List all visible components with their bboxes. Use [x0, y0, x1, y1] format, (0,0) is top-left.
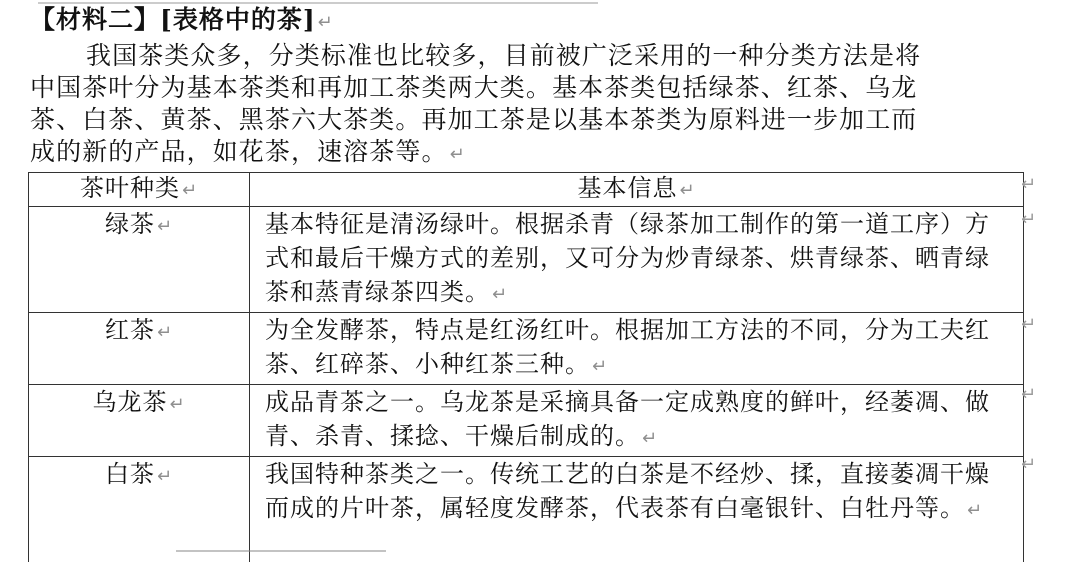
- paragraph-return-icon: ↵: [449, 144, 466, 165]
- cropped-next-text-line: [176, 550, 386, 562]
- paragraph-line: 中国茶叶分为基本茶类和再加工茶类两大类。基本茶类包括绿茶、红茶、乌龙: [30, 73, 918, 102]
- table-row: [29, 207, 1024, 313]
- tea-type-header-text: 茶叶种类: [79, 174, 180, 202]
- tea-name: 乌龙茶: [92, 388, 168, 416]
- paragraph-line: 茶、白茶、黄茶、黑茶六大茶类。再加工茶是以基本茶类为原料进一步加工而: [30, 105, 918, 134]
- tea-info-cell: [250, 207, 1024, 313]
- cell-return-icon: ↵: [967, 500, 984, 521]
- tea-info: 为全发酵茶，特点是红汤红叶。根据加工方法的不同，分为工夫红茶、红碎茶、小种红茶三种。: [265, 316, 990, 378]
- cropped-previous-text-line: [38, 0, 598, 4]
- table-row: [29, 385, 1024, 457]
- row-end-return-icon: ↵: [1021, 209, 1037, 230]
- material-paragraph: [30, 40, 1010, 171]
- table-row: [29, 313, 1024, 385]
- tea-table-header-row: [29, 173, 1024, 207]
- cell-return-icon: ↵: [679, 180, 696, 201]
- tea-name: 白茶: [104, 460, 155, 488]
- row-end-return-icon: ↵: [1021, 174, 1037, 195]
- tea-name-cell: [29, 385, 250, 457]
- material-heading: [30, 5, 334, 38]
- tea-name-cell: [29, 457, 250, 562]
- cell-return-icon: ↵: [181, 180, 199, 201]
- basic-info-header-text: 基本信息: [577, 174, 678, 202]
- paragraph-line-text: 成的新的产品，如花茶，速溶茶等。: [30, 137, 448, 166]
- tea-info-cell: [250, 385, 1024, 457]
- tea-table: [28, 172, 1024, 562]
- cell-return-icon: ↵: [642, 428, 659, 449]
- cell-return-icon: ↵: [492, 284, 509, 305]
- paragraph-return-icon: ↵: [317, 12, 334, 33]
- tea-type-header: [29, 173, 250, 207]
- tea-info-cell: [250, 457, 1024, 562]
- material-heading-text: 【材料二】[表格中的茶]: [30, 5, 316, 34]
- row-end-return-icon: ↵: [1021, 314, 1037, 335]
- table-row: [29, 457, 1024, 562]
- tea-table-wrapper: [28, 172, 1021, 562]
- cell-return-icon: ↵: [592, 356, 609, 377]
- row-end-return-icon: ↵: [1021, 384, 1037, 405]
- row-end-return-icon: ↵: [1021, 454, 1037, 475]
- tea-info: 基本特征是清汤绿叶。根据杀青（绿茶加工制作的第一道工序）方式和最后干燥方式的差别，又可分为炒青绿茶、烘青绿茶、晒青绿茶和蒸青绿茶四类。: [265, 210, 990, 306]
- paragraph-line: 我国茶类众多，分类标准也比较多，目前被广泛采用的一种分类方法是将: [86, 41, 922, 70]
- tea-name-cell: [29, 313, 250, 385]
- tea-info-cell: [250, 313, 1024, 385]
- paragraph-line-last: [30, 136, 1010, 171]
- tea-table-body: [29, 207, 1024, 562]
- tea-name: 红茶: [104, 316, 155, 344]
- cell-return-icon: ↵: [156, 216, 174, 237]
- tea-table-header: [29, 173, 1024, 207]
- cell-return-icon: ↵: [156, 322, 174, 343]
- basic-info-header: [250, 173, 1024, 207]
- cell-return-icon: ↵: [169, 394, 186, 415]
- tea-name-cell: [29, 207, 250, 313]
- tea-info: 我国特种茶类之一。传统工艺的白茶是不经炒、揉，直接萎凋干燥而成的片叶茶，属轻度发酵茶，代表茶有白毫银针、白牡丹等。: [265, 460, 990, 522]
- tea-name: 绿茶: [104, 210, 155, 238]
- cell-return-icon: ↵: [156, 466, 174, 487]
- tea-info: 成品青茶之一。乌龙茶是采摘具备一定成熟度的鲜叶，经萎凋、做青、杀青、揉捻、干燥后制成的。: [265, 388, 990, 450]
